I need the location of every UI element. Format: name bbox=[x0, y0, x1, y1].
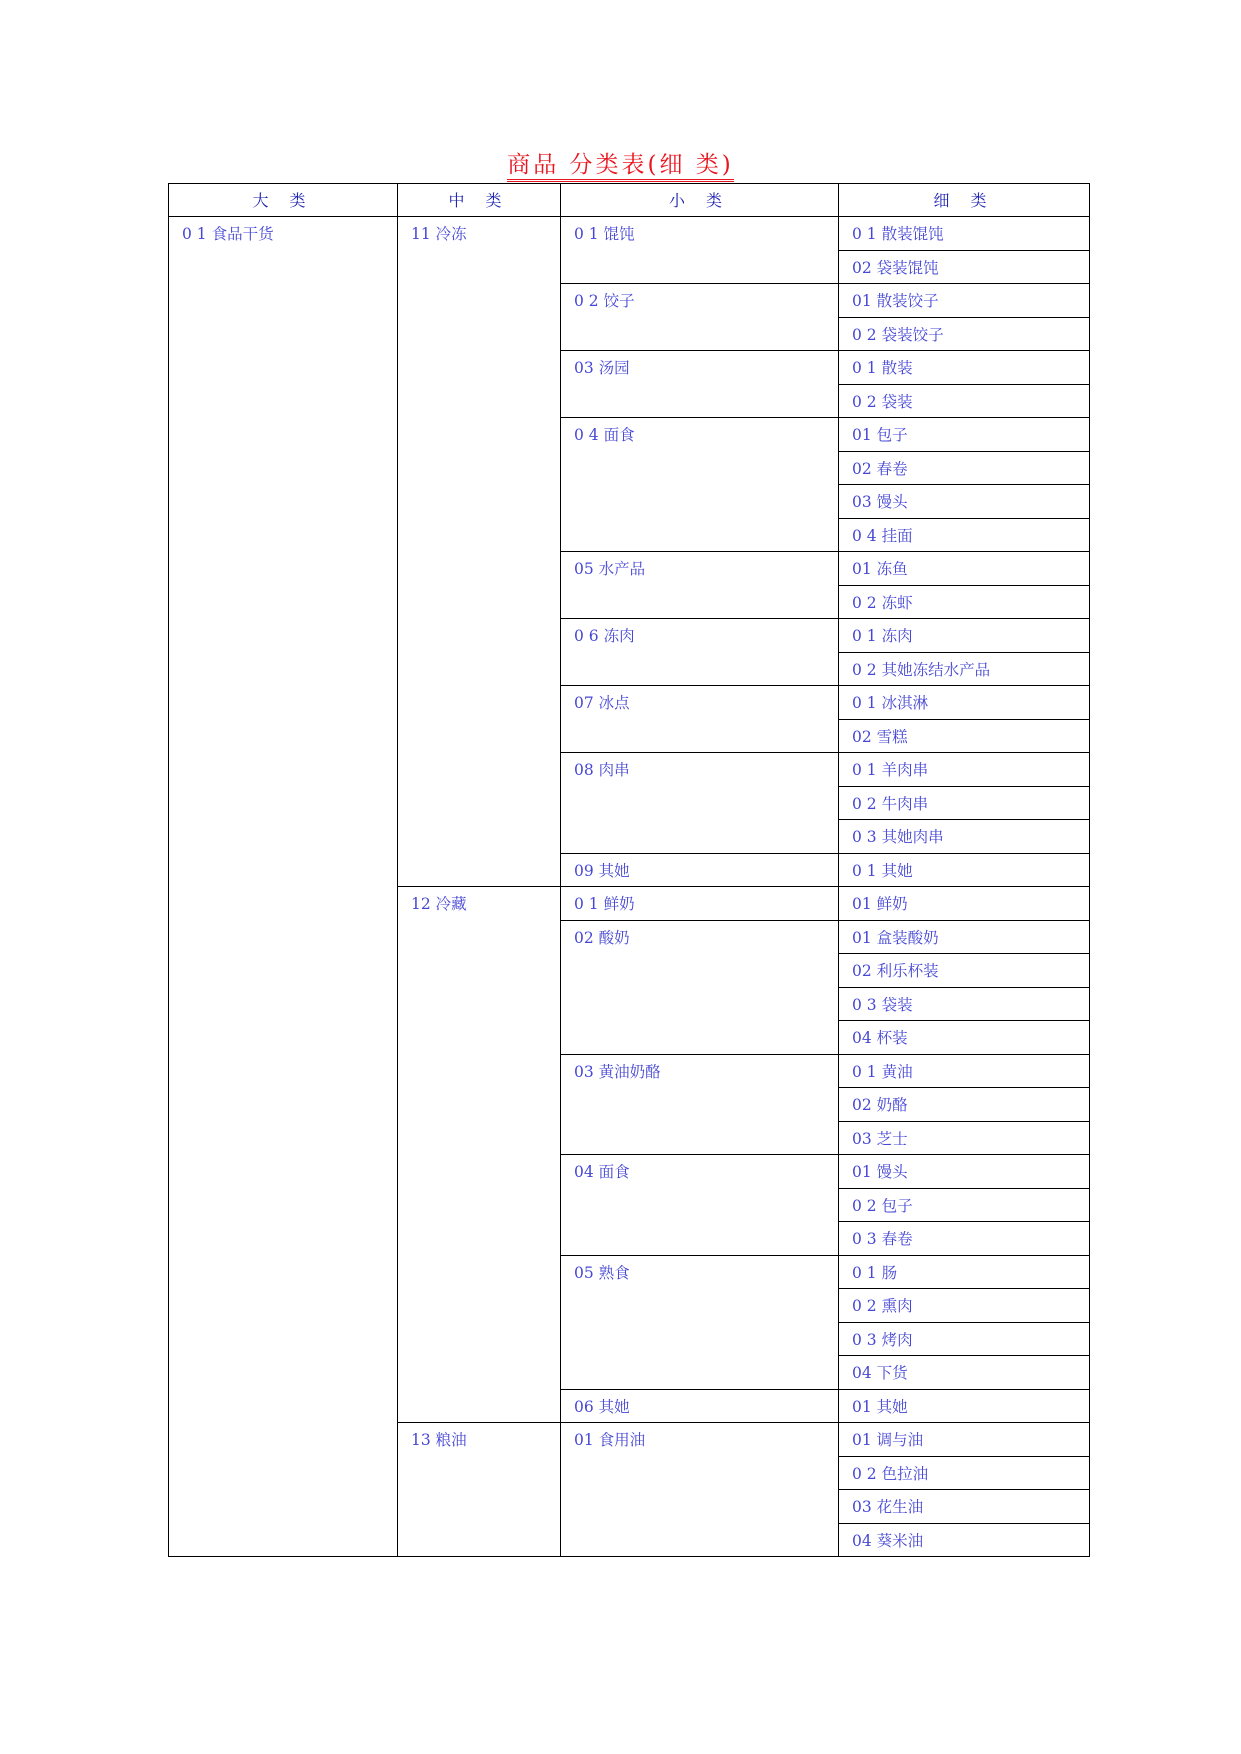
detail-cell bbox=[838, 819, 1090, 854]
detail-cell-text: 04 杯装 bbox=[852, 1029, 908, 1047]
subcategory-cell bbox=[560, 216, 839, 284]
subcategory-cell bbox=[560, 685, 839, 753]
detail-cell bbox=[838, 283, 1090, 318]
detail-cell bbox=[838, 1087, 1090, 1122]
detail-cell bbox=[838, 719, 1090, 753]
subcategory-cell bbox=[560, 1422, 839, 1557]
header-cell-text: 细 类 bbox=[933, 191, 995, 210]
subcategory-cell-text: 02 酸奶 bbox=[574, 929, 630, 947]
detail-cell bbox=[838, 886, 1090, 921]
detail-cell-text: 0 1 其她 bbox=[852, 862, 913, 880]
subcategory-cell-text: 0 1 鲜奶 bbox=[574, 895, 635, 913]
detail-cell bbox=[838, 685, 1090, 720]
header-cell bbox=[838, 183, 1090, 217]
detail-cell-text: 01 冻鱼 bbox=[852, 560, 908, 578]
detail-cell bbox=[838, 1355, 1090, 1390]
detail-cell-text: 0 3 其她肉串 bbox=[852, 828, 944, 846]
header-cell-text: 小 类 bbox=[668, 191, 731, 210]
detail-cell bbox=[838, 1188, 1090, 1222]
group-cell bbox=[397, 886, 561, 1423]
detail-cell bbox=[838, 1121, 1090, 1155]
detail-cell-text: 02 春卷 bbox=[852, 460, 908, 478]
detail-cell-text: 01 调与油 bbox=[852, 1431, 924, 1449]
detail-cell bbox=[838, 1221, 1090, 1256]
category-cell bbox=[168, 216, 398, 1557]
subcategory-cell bbox=[560, 618, 839, 686]
header-cell bbox=[168, 183, 398, 217]
subcategory-cell-text: 0 2 饺子 bbox=[574, 292, 635, 310]
detail-cell bbox=[838, 652, 1090, 686]
subcategory-cell bbox=[560, 283, 839, 351]
page-title bbox=[0, 150, 1241, 180]
detail-cell-text: 0 2 牛肉串 bbox=[852, 795, 929, 813]
detail-cell bbox=[838, 1322, 1090, 1356]
detail-cell bbox=[838, 953, 1090, 988]
detail-cell-text: 04 葵米油 bbox=[852, 1532, 924, 1550]
subcategory-cell bbox=[560, 1389, 839, 1423]
subcategory-cell bbox=[560, 752, 839, 854]
group-cell bbox=[397, 216, 561, 887]
detail-cell-text: 0 1 冰淇淋 bbox=[852, 694, 929, 712]
detail-cell bbox=[838, 853, 1090, 887]
detail-cell-text: 02 雪糕 bbox=[852, 728, 908, 746]
subcategory-cell-text: 05 熟食 bbox=[574, 1264, 630, 1282]
detail-cell bbox=[838, 1154, 1090, 1189]
detail-cell-text: 03 花生油 bbox=[852, 1498, 924, 1516]
subcategory-cell-text: 08 肉串 bbox=[574, 761, 630, 779]
subcategory-cell-text: 0 6 冻肉 bbox=[574, 627, 635, 645]
detail-cell-text: 02 利乐杯装 bbox=[852, 962, 939, 980]
detail-cell-text: 0 2 冻虾 bbox=[852, 594, 913, 612]
subcategory-cell bbox=[560, 853, 839, 887]
detail-cell bbox=[838, 1255, 1090, 1289]
detail-cell-text: 0 3 烤肉 bbox=[852, 1331, 913, 1349]
subcategory-cell-text: 04 面食 bbox=[574, 1163, 630, 1181]
subcategory-cell bbox=[560, 350, 839, 418]
detail-cell bbox=[838, 1054, 1090, 1088]
detail-cell-text: 01 其她 bbox=[852, 1398, 908, 1416]
detail-cell bbox=[838, 752, 1090, 787]
detail-cell bbox=[838, 484, 1090, 519]
subcategory-cell-text: 05 水产品 bbox=[574, 560, 646, 578]
detail-cell-text: 0 1 散装馄饨 bbox=[852, 225, 944, 243]
title-text: 商品 分类表(细 类) bbox=[507, 152, 734, 182]
subcategory-cell bbox=[560, 920, 839, 1055]
detail-cell bbox=[838, 618, 1090, 653]
detail-cell-text: 0 2 袋装饺子 bbox=[852, 326, 944, 344]
subcategory-cell bbox=[560, 551, 839, 619]
subcategory-cell-text: 03 黄油奶酪 bbox=[574, 1063, 661, 1081]
detail-cell bbox=[838, 920, 1090, 954]
category-cell-text: 0 1 食品干货 bbox=[182, 225, 274, 243]
subcategory-cell bbox=[560, 417, 839, 552]
detail-cell bbox=[838, 1422, 1090, 1457]
detail-cell bbox=[838, 1489, 1090, 1524]
detail-cell bbox=[838, 551, 1090, 586]
detail-cell bbox=[838, 1389, 1090, 1423]
detail-cell bbox=[838, 1020, 1090, 1055]
detail-cell-text: 0 3 袋装 bbox=[852, 996, 913, 1014]
detail-cell-text: 0 2 包子 bbox=[852, 1197, 913, 1215]
detail-cell-text: 02 奶酪 bbox=[852, 1096, 908, 1114]
group-cell-text: 12 冷藏 bbox=[411, 895, 467, 913]
subcategory-cell-text: 01 食用油 bbox=[574, 1431, 646, 1449]
header-cell bbox=[397, 183, 561, 217]
detail-cell-text: 0 2 袋装 bbox=[852, 393, 913, 411]
detail-cell-text: 01 盒装酸奶 bbox=[852, 929, 939, 947]
detail-cell bbox=[838, 216, 1090, 251]
subcategory-cell bbox=[560, 1054, 839, 1155]
detail-cell bbox=[838, 417, 1090, 452]
detail-cell bbox=[838, 317, 1090, 351]
subcategory-cell-text: 0 1 馄饨 bbox=[574, 225, 635, 243]
detail-cell-text: 03 馒头 bbox=[852, 493, 908, 511]
detail-cell bbox=[838, 1288, 1090, 1323]
detail-cell bbox=[838, 384, 1090, 418]
classification-table bbox=[168, 183, 1089, 1577]
detail-cell-text: 04 下货 bbox=[852, 1364, 908, 1382]
subcategory-cell-text: 07 冰点 bbox=[574, 694, 630, 712]
subcategory-cell-text: 09 其她 bbox=[574, 862, 630, 880]
detail-cell bbox=[838, 585, 1090, 619]
detail-cell-text: 0 1 散装 bbox=[852, 359, 913, 377]
detail-cell-text: 0 1 黄油 bbox=[852, 1063, 913, 1081]
detail-cell-text: 03 芝士 bbox=[852, 1130, 908, 1148]
detail-cell-text: 02 袋装馄饨 bbox=[852, 259, 939, 277]
detail-cell bbox=[838, 1456, 1090, 1490]
detail-cell-text: 0 2 熏肉 bbox=[852, 1297, 913, 1315]
detail-cell-text: 0 4 挂面 bbox=[852, 527, 913, 545]
detail-cell-text: 0 2 色拉油 bbox=[852, 1465, 929, 1483]
detail-cell-text: 0 3 春卷 bbox=[852, 1230, 913, 1248]
subcategory-cell-text: 06 其她 bbox=[574, 1398, 630, 1416]
subcategory-cell-text: 0 4 面食 bbox=[574, 426, 635, 444]
detail-cell-text: 0 1 冻肉 bbox=[852, 627, 913, 645]
detail-cell-text: 0 1 肠 bbox=[852, 1264, 898, 1282]
group-cell-text: 11 冷冻 bbox=[411, 225, 467, 243]
detail-cell-text: 01 馒头 bbox=[852, 1163, 908, 1181]
group-cell-text: 13 粮油 bbox=[411, 1431, 467, 1449]
detail-cell-text: 01 散装饺子 bbox=[852, 292, 939, 310]
subcategory-cell bbox=[560, 1154, 839, 1256]
detail-cell bbox=[838, 786, 1090, 820]
detail-cell bbox=[838, 250, 1090, 284]
group-cell bbox=[397, 1422, 561, 1557]
detail-cell-text: 01 包子 bbox=[852, 426, 908, 444]
detail-cell bbox=[838, 518, 1090, 552]
header-cell-text: 中 类 bbox=[448, 191, 510, 210]
detail-cell bbox=[838, 987, 1090, 1021]
detail-cell bbox=[838, 350, 1090, 385]
detail-cell bbox=[838, 1523, 1090, 1557]
subcategory-cell bbox=[560, 886, 839, 921]
header-cell-text: 大 类 bbox=[252, 191, 314, 210]
subcategory-cell-text: 03 汤园 bbox=[574, 359, 630, 377]
detail-cell-text: 01 鲜奶 bbox=[852, 895, 908, 913]
detail-cell bbox=[838, 451, 1090, 485]
detail-cell-text: 0 1 羊肉串 bbox=[852, 761, 929, 779]
subcategory-cell bbox=[560, 1255, 839, 1390]
header-cell bbox=[560, 183, 839, 217]
detail-cell-text: 0 2 其她冻结水产品 bbox=[852, 661, 991, 679]
